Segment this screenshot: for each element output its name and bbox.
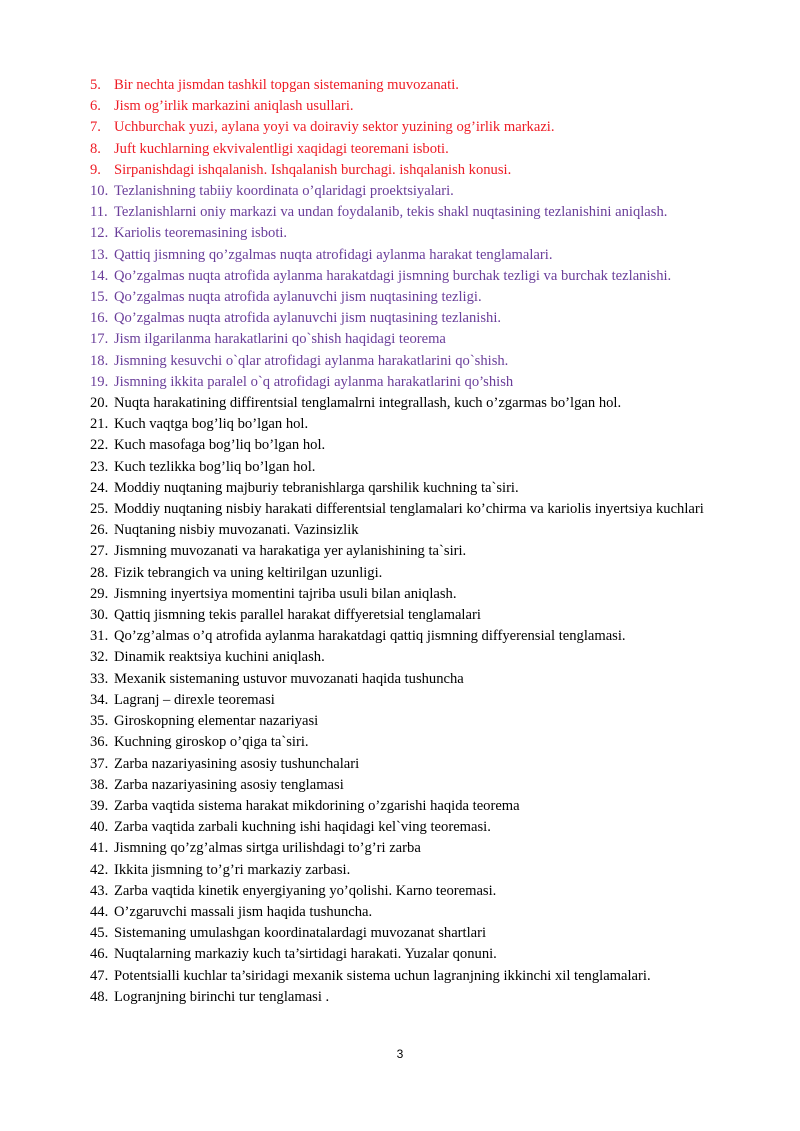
item-text: Kuch tezlikka bog’liq bo’lgan hol.: [114, 458, 316, 475]
list-item: [90, 987, 745, 1008]
item-number: 7.: [90, 119, 101, 136]
item-number: 32.: [90, 649, 109, 666]
item-number: 40.: [90, 819, 109, 836]
item-number: 16.: [90, 310, 109, 327]
item-number: 11.: [90, 204, 108, 221]
item-number: 12.: [90, 225, 109, 242]
question-list: [90, 75, 745, 1008]
item-text: Jism ilgarilanma harakatlarini qo`shish haqidagi teorema: [114, 331, 446, 348]
item-text: Fizik tebrangich va uning keltirilgan uzunligi.: [114, 564, 383, 581]
item-number: 31.: [90, 628, 109, 645]
item-number: 8.: [90, 140, 101, 157]
item-number: 34.: [90, 691, 109, 708]
item-number: 23.: [90, 458, 109, 475]
list-item: [90, 584, 745, 605]
item-number: 46.: [90, 946, 109, 963]
item-text: Kuch masofaga bog’liq bo’lgan hol.: [114, 437, 326, 454]
list-item: [90, 690, 745, 711]
item-number: 47.: [90, 967, 109, 984]
item-number: 9.: [90, 161, 101, 178]
list-item: [90, 457, 745, 478]
item-text: Qo’zgalmas nuqta atrofida aylanma harakatdagi jismning burchak tezligi va burchak tezlanishi.: [114, 267, 672, 284]
item-number: 21.: [90, 416, 109, 433]
item-number: 33.: [90, 670, 109, 687]
item-number: 38.: [90, 776, 109, 793]
item-number: 20.: [90, 395, 109, 412]
item-text: Lagranj – direxle teoremasi: [114, 691, 275, 708]
item-number: 17.: [90, 331, 109, 348]
item-number: 18.: [90, 352, 109, 369]
list-item: [90, 563, 745, 584]
list-item: [90, 139, 745, 160]
item-number: 44.: [90, 903, 109, 920]
item-text: Nuqta harakatining diffirentsial tenglamalrni integrallash, kuch o’zgarmas bo’lgan hol.: [114, 395, 622, 412]
item-text: Jismning kesuvchi o`qlar atrofidagi aylanma harakatlarini qo`shish.: [114, 352, 509, 369]
item-text: Qo’zg’almas o’q atrofida aylanma harakatdagi qattiq jismning diffyerensial tenglamasi.: [114, 628, 626, 645]
item-text: Sirpanishdagi ishqalanish. Ishqalanish burchagi. ishqalanish konusi.: [114, 161, 512, 178]
list-item: [90, 117, 745, 138]
list-item: [90, 669, 745, 690]
item-text: Logranjning birinchi tur tenglamasi .: [114, 988, 330, 1005]
item-text: Qattiq jismning tekis parallel harakat diffyeretsial tenglamalari: [114, 607, 481, 624]
list-item: [90, 860, 745, 881]
item-number: 14.: [90, 267, 109, 284]
item-text: Ikkita jismning to’g’ri markaziy zarbasi.: [114, 861, 351, 878]
list-item: [90, 372, 745, 393]
item-text: Zarba vaqtida sistema harakat mikdorining o’zgarishi haqida teorema: [114, 797, 520, 814]
item-number: 15.: [90, 289, 109, 306]
item-text: Kuch vaqtga bog’liq bo’lgan hol.: [114, 416, 309, 433]
item-text: Sistemaning umulashgan koordinatalardagi muvozanat shartlari: [114, 925, 487, 942]
item-text: Qo’zgalmas nuqta atrofida aylanuvchi jism nuqtasining tezligi.: [114, 289, 482, 306]
item-text: Uchburchak yuzi, aylana yoyi va doiraviy sektor yuzining og’irlik markazi.: [114, 119, 555, 136]
item-text: Kuchning giroskop o’qiga ta`siri.: [114, 734, 309, 751]
list-item: [90, 881, 745, 902]
item-number: 30.: [90, 607, 109, 624]
item-text: Tezlanishning tabiiy koordinata o’qlaridagi proektsiyalari.: [114, 183, 454, 200]
item-number: 37.: [90, 755, 109, 772]
list-item: [90, 181, 745, 202]
item-text: Bir nechta jismdan tashkil topgan sistemaning muvozanati.: [114, 77, 459, 93]
list-item: [90, 775, 745, 796]
item-text: Tezlanishlarni oniy markazi va undan foydalanib, tekis shakl nuqtasining tezlanishini aniqlash.: [114, 204, 668, 221]
list-item: [90, 711, 745, 732]
list-item: [90, 944, 745, 965]
list-item: [90, 202, 745, 223]
list-item: [90, 75, 745, 96]
item-text: Jism og’irlik markazini aniqlash usullari.: [114, 98, 354, 115]
item-text: O’zgaruvchi massali jism haqida tushuncha.: [114, 903, 373, 920]
list-item: [90, 923, 745, 944]
list-item: [90, 435, 745, 456]
item-number: 27.: [90, 543, 109, 560]
list-item: [90, 414, 745, 435]
item-text: Zarba vaqtida zarbali kuchning ishi haqidagi kel`ving teoremasi.: [114, 819, 491, 836]
list-item: [90, 160, 745, 181]
item-number: 48.: [90, 988, 109, 1005]
item-text: Zarba nazariyasining asosiy tenglamasi: [114, 776, 344, 793]
list-item: [90, 605, 745, 626]
list-item: [90, 287, 745, 308]
item-text: Giroskopning elementar nazariyasi: [114, 713, 319, 730]
item-text: Moddiy nuqtaning nisbiy harakati differentsial tenglamalari ko’chirma va kariolis inyertsiya kuchlari: [114, 501, 704, 518]
list-item: [90, 817, 745, 838]
item-number: 26.: [90, 522, 109, 539]
item-text: Mexanik sistemaning ustuvor muvozanati haqida tushuncha: [114, 670, 464, 687]
page-number: 3: [396, 1047, 404, 1061]
item-number: 45.: [90, 925, 109, 942]
list-item: [90, 351, 745, 372]
item-number: 22.: [90, 437, 109, 454]
item-number: 25.: [90, 501, 109, 518]
item-number: 29.: [90, 585, 109, 602]
list-item: [90, 96, 745, 117]
item-text: Nuqtalarning markaziy kuch ta’sirtidagi harakati. Yuzalar qonuni.: [114, 946, 497, 963]
list-item: [90, 308, 745, 329]
list-item: [90, 520, 745, 541]
list-item: [90, 393, 745, 414]
item-number: 6.: [90, 98, 101, 115]
item-text: Zarba nazariyasining asosiy tushunchalari: [114, 755, 360, 772]
list-item: [90, 223, 745, 244]
item-number: 41.: [90, 840, 109, 857]
item-number: 36.: [90, 734, 109, 751]
item-text: Moddiy nuqtaning majburiy tebranishlarga qarshilik kuchning ta`siri.: [114, 479, 519, 496]
item-text: Jismning qo’zg’almas sirtga urilishdagi to’g’ri zarba: [114, 840, 421, 857]
list-item: [90, 478, 745, 499]
list-item: [90, 796, 745, 817]
item-number: 35.: [90, 713, 109, 730]
list-item: [90, 626, 745, 647]
list-item: [90, 499, 745, 520]
list-item: [90, 647, 745, 668]
item-number: 10.: [90, 183, 109, 200]
item-text: Dinamik reaktsiya kuchini aniqlash.: [114, 649, 325, 666]
list-item: [90, 902, 745, 923]
item-text: Qattiq jismning qo’zgalmas nuqta atrofidagi aylanma harakat tenglamalari.: [114, 246, 553, 263]
item-text: Jismning inyertsiya momentini tajriba usuli bilan aniqlash.: [114, 585, 457, 602]
item-number: 42.: [90, 861, 109, 878]
item-text: Jismning ikkita paralel o`q atrofidagi aylanma harakatlarini qo’shish: [114, 373, 514, 390]
item-number: 28.: [90, 564, 109, 581]
item-text: Potentsialli kuchlar ta’siridagi mexanik sistema uchun lagranjning ikkinchi xil tenglamalari.: [114, 967, 651, 984]
list-item: [90, 732, 745, 753]
item-text: Jismning muvozanati va harakatiga yer aylanishining ta`siri.: [114, 543, 467, 560]
item-number: 19.: [90, 373, 109, 390]
list-item: [90, 966, 745, 987]
item-text: Nuqtaning nisbiy muvozanati. Vazinsizlik: [114, 522, 359, 539]
list-item: [90, 838, 745, 859]
item-number: 43.: [90, 882, 109, 899]
list-item: [90, 329, 745, 350]
item-text: Qo’zgalmas nuqta atrofida aylanuvchi jism nuqtasining tezlanishi.: [114, 310, 502, 327]
item-number: 24.: [90, 479, 109, 496]
item-text: Juft kuchlarning ekvivalentligi xaqidagi teoremani isboti.: [114, 140, 449, 157]
item-number: 13.: [90, 246, 109, 263]
item-number: 39.: [90, 797, 109, 814]
item-number: 5.: [90, 77, 101, 93]
item-text: Zarba vaqtida kinetik enyergiyaning yo’qolishi. Karno teoremasi.: [114, 882, 497, 899]
item-text: Kariolis teoremasining isboti.: [114, 225, 288, 242]
list-item: [90, 754, 745, 775]
list-item: [90, 541, 745, 562]
list-item: [90, 245, 745, 266]
list-item: [90, 266, 745, 287]
